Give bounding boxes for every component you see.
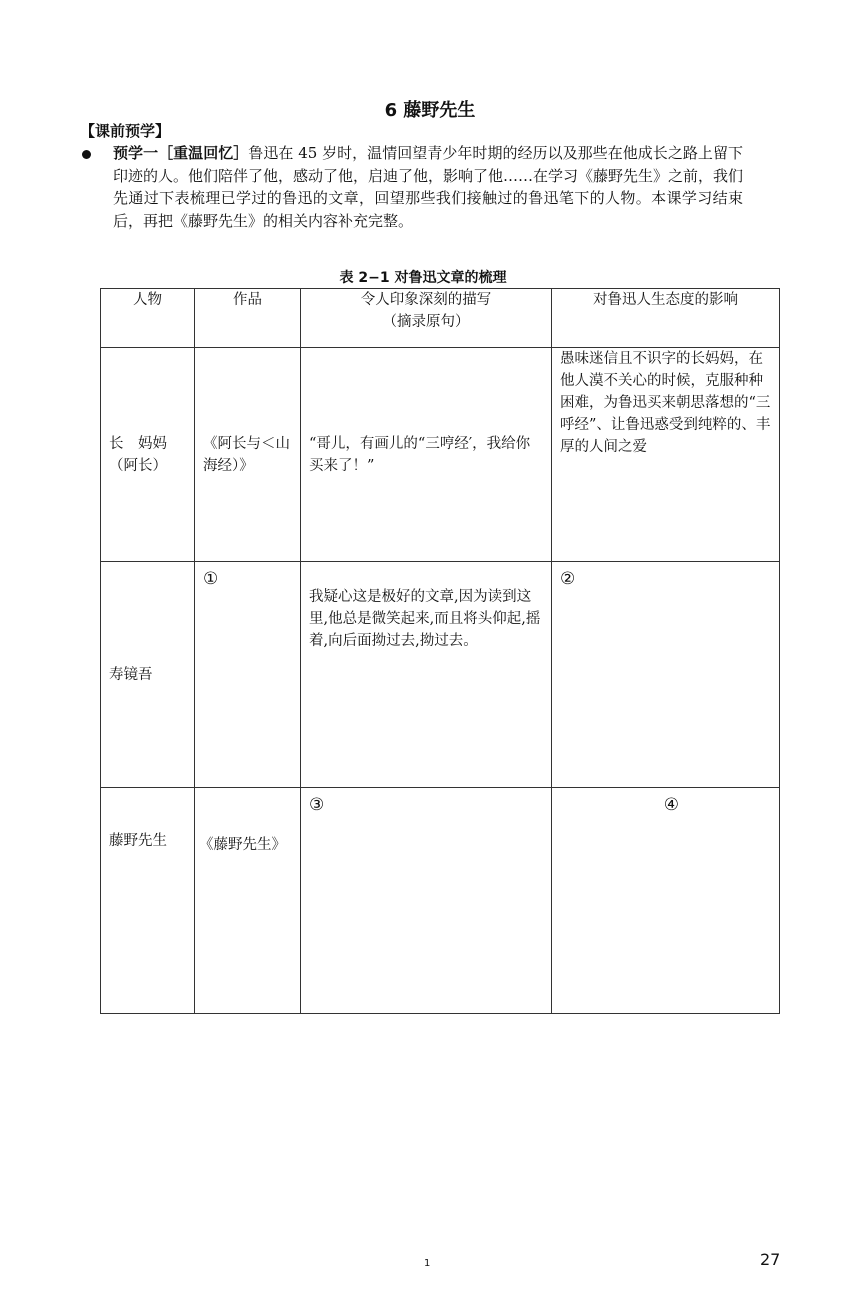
table-header-row [101, 289, 780, 348]
cell-influence: ② [552, 562, 780, 788]
page-number: 27 [760, 1250, 781, 1269]
lu-xun-table [100, 288, 780, 1014]
page-title: 6 藤野先生 [384, 100, 476, 121]
cell-influence: 愚味迷信且不识字的长妈妈，在他人漠不关心的时候，克服种种困难，为鲁迅买来朝思落想的“三呼经”、让鲁迅惑受到纯粹的、丰厚的人间之爱 [552, 348, 780, 562]
section-label: 【课前预学】 [80, 122, 171, 140]
cell-person: 长 妈妈（阿长） [101, 348, 195, 562]
table-row [101, 562, 780, 788]
table-row [101, 348, 780, 562]
cell-person: 藤野先生 [101, 788, 195, 1014]
intro-head: 预学一［重温回忆］ [113, 144, 249, 162]
bullet-dot [82, 150, 91, 159]
header-quote-line2: （摘录原句） [382, 314, 470, 330]
intro-body: 鲁迅在 45 岁时，温情回望青少年时期的经历以及那些在他成长之路上留下印迹的人。他们陪伴了他，感动了他，启迪了他，影响了他……在学习《藤野先生》之前，我们先通过下表梳理已学过的鲁迅的文章，回望那些我们接触过的鲁迅笔下的人物。本课学习结束后，再把《藤野先生》的相关内容补充完整。 [113, 144, 744, 230]
footer-center-number: 1 [424, 1258, 431, 1269]
header-quote-line1: 令人印象深刻的描写 [360, 292, 492, 308]
table-caption: 表 2−1 对鲁迅文章的梳理 [339, 270, 507, 286]
cell-quote: “哥儿，有画儿的“三哼经′，我给你买来了！” [301, 348, 552, 562]
cell-person: 寿镜吾 [101, 562, 195, 788]
cell-influence: ④ [552, 788, 780, 1014]
header-quote [301, 289, 552, 348]
cell-work: 《阿长与＜山海经）》 [195, 348, 301, 562]
cell-quote: 我疑心这是极好的文章,因为读到这里,他总是微笑起来,而且将头仰起,摇着,向后面拗过去,拗过去。 [301, 562, 552, 788]
cell-work: 《藤野先生》 [195, 788, 301, 1014]
table-row [101, 788, 780, 1014]
cell-quote: ③ [301, 788, 552, 1014]
cell-work: ① [195, 562, 301, 788]
header-person: 人物 [101, 289, 195, 348]
intro-paragraph [113, 142, 743, 232]
header-work: 作品 [195, 289, 301, 348]
header-influence: 对鲁迅人生态度的影响 [552, 289, 780, 348]
